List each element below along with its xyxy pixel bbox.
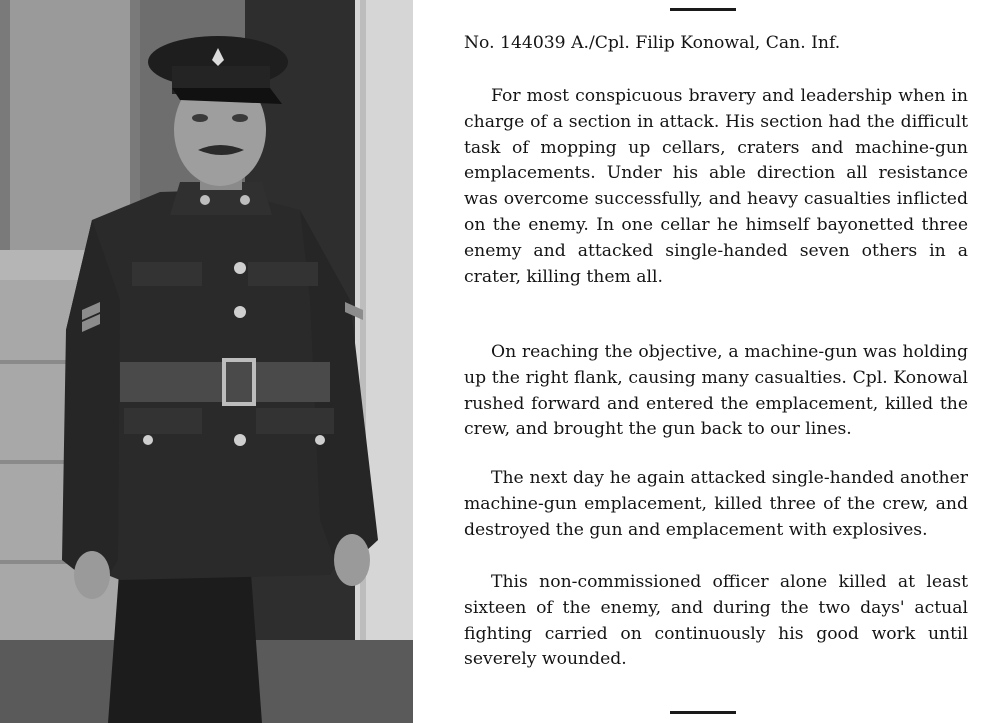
top-rule xyxy=(670,8,736,11)
citation-paragraph: This non-commissioned officer alone killed at least sixteen of the enemy, and during the two days' actual fighting carried on continuously his good work until severely wounded. xyxy=(464,572,968,670)
citation-paragraph: The next day he again attacked single-handed another machine-gun emplacement, killed three of the crew, and destroyed the gun and emplacement with explosives. xyxy=(464,468,968,540)
citation-paragraph: For most conspicuous bravery and leadership when in charge of a section in attack. His section had the difficult task of mopping up cellars, craters and machine-gun emplacements. Under his able direction all resistance was overcome successfully, and heavy casualties inflicted on the enemy. In one cellar he himself bayonetted three enemy and attacked single-handed seven others in a crater, killing them all. xyxy=(464,86,968,287)
citation-text-block xyxy=(430,0,990,723)
citation-paragraph: On reaching the objective, a machine-gun was holding up the right flank, causing many casualties. Cpl. Konowal rushed forward and entered the emplacement, killed the crew, and brought the gun back to our lines. xyxy=(464,342,968,440)
bottom-rule xyxy=(670,711,736,714)
citation-header: No. 144039 A./Cpl. Filip Konowal, Can. Inf. xyxy=(464,33,841,53)
soldier-portrait-photo xyxy=(0,0,413,723)
